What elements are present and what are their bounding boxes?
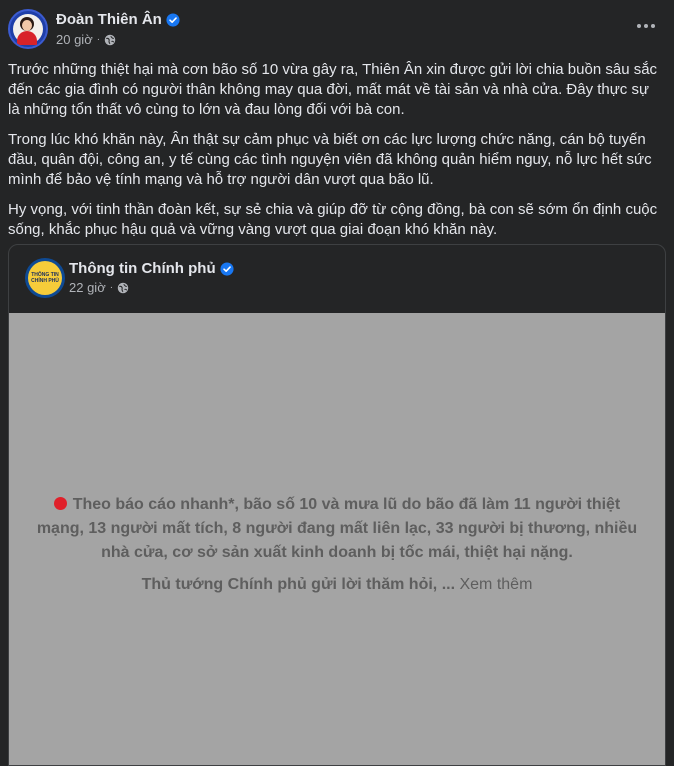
caption-line-3: nhà cửa, cơ sở sản xuất kinh doanh bị tốc mái, thiệt hại nặng. [101,544,573,561]
more-options-icon[interactable] [634,16,658,36]
red-circle-icon [54,497,67,510]
shared-author-logo: THÔNG TIN CHÍNH PHỦ [28,261,62,295]
shared-author-label[interactable]: Thông tin Chính phủ [69,260,216,277]
post-paragraph: Trong lúc khó khăn này, Ân thật sự cảm phục và biết ơn các lực lượng chức năng, cán bộ tuyến đầu, quân đội, công an, y tế cùng các tình nguyện viên đã không quản hiểm nguy, nỗ lực hết sức mình để bảo vệ tính mạng và hỗ trợ người dân vượt qua bão lũ. [8,131,652,188]
post-header [0,0,674,55]
post-body [8,60,660,250]
caption-text: Theo báo cáo nhanh*, bão số 10 và mưa lũ do bão đã làm 11 người thiệt [72,496,621,513]
caption-line-2: mạng, 13 người mất tích, 8 người đang mất liên lạc, 33 người bị thương, nhiều [36,520,638,537]
meta-separator: · [109,282,114,293]
post-paragraph: Hy vọng, với tinh thần đoàn kết, sự sẻ chia và giúp đỡ từ cộng đồng, bà con sẽ sớm ổn định cuộc sống, khắc phục hậu quả và vững vàng vượt qua giai đoạn khó khăn này. [8,201,658,238]
post-meta [56,32,116,47]
post-paragraph: Trước những thiệt hại mà cơn bão số 10 vừa gây ra, Thiên Ân xin được gửi lời chia buồn sâu sắc đến các gia đình có người thân không may qua đời, mất mát về tài sản và nhà cửa. Đây thực sự là những tổn thất vô cùng to lớn và đau lòng đối với bà con. [8,61,658,118]
author-name[interactable] [56,11,180,28]
shared-author-name[interactable] [69,260,234,277]
shared-post-header [9,245,665,313]
see-more-link[interactable]: Xem thêm [459,576,533,593]
shared-post-meta [69,280,129,295]
author-name-label[interactable]: Đoàn Thiên Ân [56,11,162,28]
caption-subline [9,573,665,597]
caption-line-1 [9,493,665,517]
post-time[interactable]: 20 giờ [56,32,93,47]
globe-icon[interactable] [104,34,116,46]
media-caption [9,493,665,597]
caption-sub-text: Thủ tướng Chính phủ gửi lời thăm hỏi, ... [141,576,456,593]
shared-author-avatar[interactable] [25,258,65,298]
globe-icon[interactable] [117,282,129,294]
meta-separator: · [96,34,101,45]
shared-post-time[interactable]: 22 giờ [69,280,106,295]
shared-post-card[interactable] [8,244,666,766]
verified-badge-icon [220,262,234,276]
author-avatar[interactable] [8,9,48,49]
shared-post-media[interactable] [9,313,665,766]
verified-badge-icon [166,13,180,27]
